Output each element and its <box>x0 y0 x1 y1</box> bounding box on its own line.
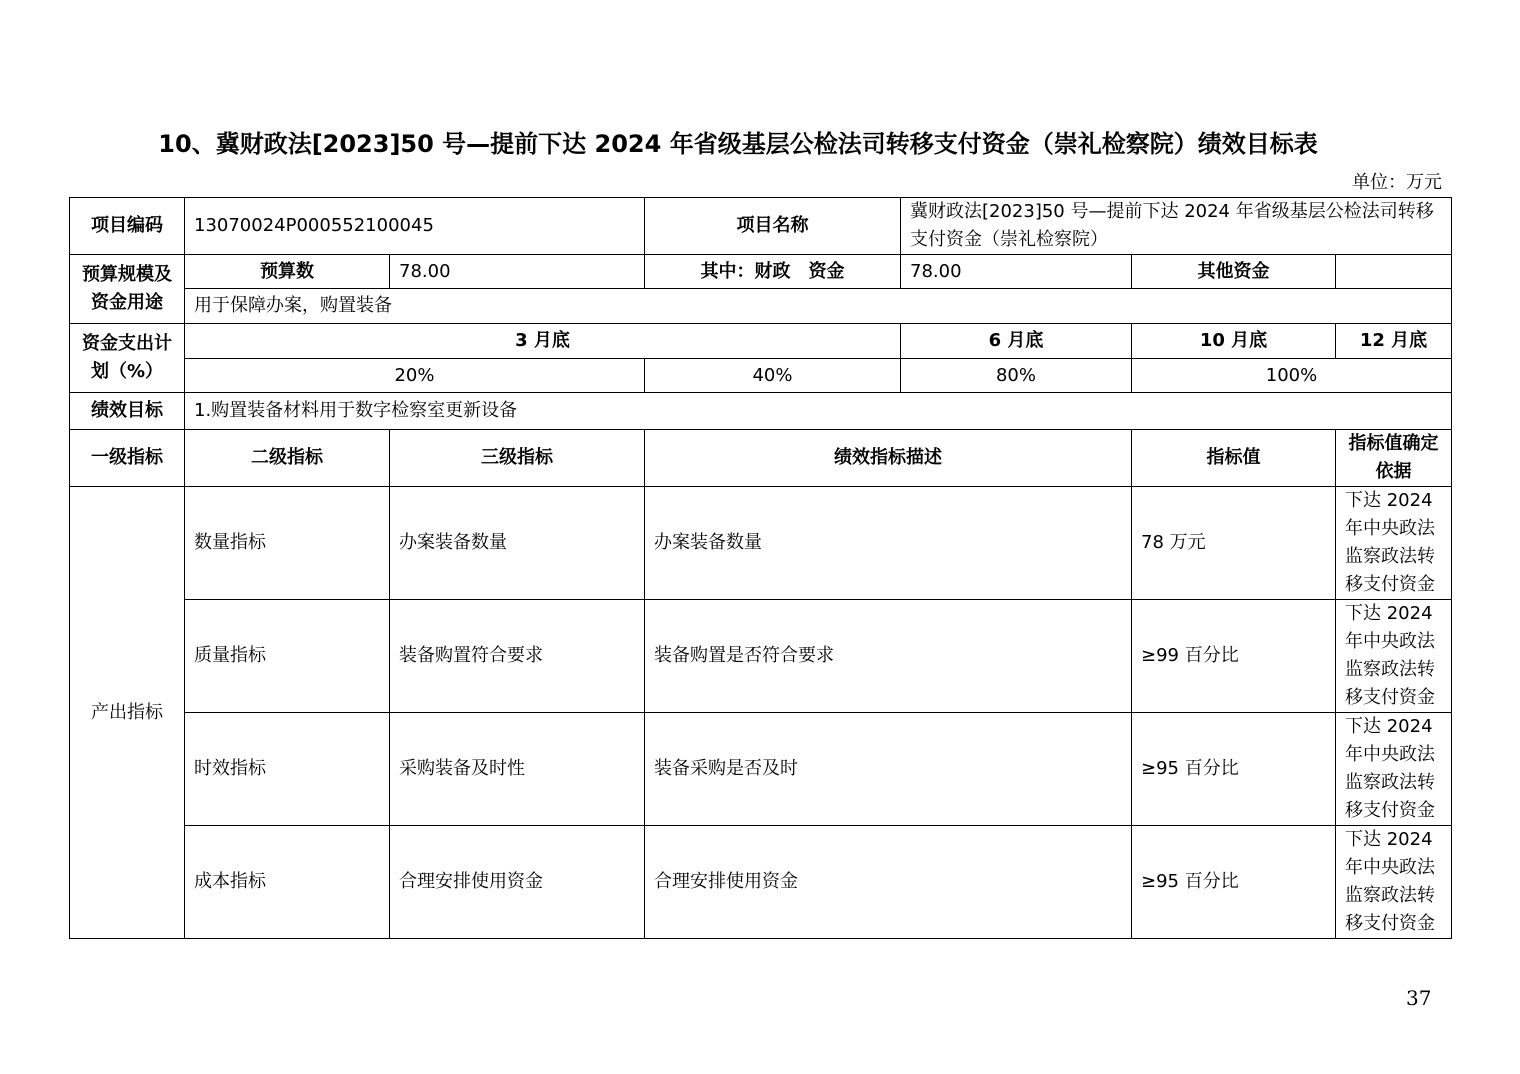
level2-indicator: 时效指标 <box>185 713 390 826</box>
table-row <box>70 600 1452 713</box>
level2-indicator: 质量指标 <box>185 600 390 713</box>
indicator-value: ≥95 百分比 <box>1132 826 1336 939</box>
budget-amount-value: 78.00 <box>390 255 645 289</box>
level3-indicator: 合理安排使用资金 <box>390 826 645 939</box>
plan-value-december: 100% <box>1132 359 1452 393</box>
indicator-description: 合理安排使用资金 <box>645 826 1132 939</box>
plan-value-october: 80% <box>901 359 1132 393</box>
goal-text: 1.购置装备材料用于数字检察室更新设备 <box>185 393 1452 430</box>
indicator-description: 装备采购是否及时 <box>645 713 1132 826</box>
plan-header-june: 6 月底 <box>901 324 1132 359</box>
other-funds-value <box>1336 255 1452 289</box>
level3-indicator: 装备购置符合要求 <box>390 600 645 713</box>
budget-usage-row <box>70 289 1452 324</box>
level1-indicator: 产出指标 <box>70 487 185 939</box>
budget-usage-text: 用于保障办案，购置装备 <box>185 289 1452 324</box>
table-row <box>70 826 1452 939</box>
plan-header-december: 12 月底 <box>1336 324 1452 359</box>
level2-indicator: 数量指标 <box>185 487 390 600</box>
plan-value-june: 40% <box>645 359 901 393</box>
budget-row <box>70 255 1452 289</box>
project-code-label: 项目编码 <box>70 198 185 255</box>
header-level1: 一级指标 <box>70 430 185 487</box>
project-name-label: 项目名称 <box>645 198 901 255</box>
project-name-value: 冀财政法[2023]50 号—提前下达 2024 年省级基层公检法司转移支付资金（崇礼检察院） <box>901 198 1452 255</box>
header-level2: 二级指标 <box>185 430 390 487</box>
project-row <box>70 198 1452 255</box>
plan-header-march: 3 月底 <box>185 324 901 359</box>
goal-row <box>70 393 1452 430</box>
header-basis: 指标值确定依据 <box>1336 430 1452 487</box>
plan-value-march: 20% <box>185 359 645 393</box>
header-level3: 三级指标 <box>390 430 645 487</box>
other-funds-label: 其他资金 <box>1132 255 1336 289</box>
fiscal-funds-label: 其中：财政 资金 <box>645 255 901 289</box>
plan-label: 资金支出计划（%） <box>70 324 185 393</box>
header-value: 指标值 <box>1132 430 1336 487</box>
budget-label: 预算规模及资金用途 <box>70 255 185 324</box>
table-row <box>70 713 1452 826</box>
indicator-basis: 下达 2024 年中央政法监察政法转移支付资金 <box>1336 826 1452 939</box>
plan-values-row <box>70 359 1452 393</box>
header-description: 绩效指标描述 <box>645 430 1132 487</box>
level2-indicator: 成本指标 <box>185 826 390 939</box>
unit-label: 单位：万元 <box>1352 172 1442 193</box>
fiscal-funds-value: 78.00 <box>901 255 1132 289</box>
plan-header-row <box>70 324 1452 359</box>
indicator-value: ≥95 百分比 <box>1132 713 1336 826</box>
indicator-value: 78 万元 <box>1132 487 1336 600</box>
level3-indicator: 办案装备数量 <box>390 487 645 600</box>
table-row <box>70 487 1452 600</box>
indicator-basis: 下达 2024 年中央政法监察政法转移支付资金 <box>1336 600 1452 713</box>
budget-amount-label: 预算数 <box>185 255 390 289</box>
indicator-basis: 下达 2024 年中央政法监察政法转移支付资金 <box>1336 713 1452 826</box>
project-code-value: 13070024P000552100045 <box>185 198 645 255</box>
indicator-value: ≥99 百分比 <box>1132 600 1336 713</box>
indicator-header-row <box>70 430 1452 487</box>
performance-table <box>69 197 1452 939</box>
indicator-description: 装备购置是否符合要求 <box>645 600 1132 713</box>
indicator-description: 办案装备数量 <box>645 487 1132 600</box>
plan-header-october: 10 月底 <box>1132 324 1336 359</box>
goal-label: 绩效目标 <box>70 393 185 430</box>
level3-indicator: 采购装备及时性 <box>390 713 645 826</box>
document-title: 10、冀财政法[2023]50 号—提前下达 2024 年省级基层公检法司转移支付资金（崇礼检察院）绩效目标表 <box>158 130 1318 158</box>
indicator-basis: 下达 2024 年中央政法监察政法转移支付资金 <box>1336 487 1452 600</box>
page-number: 37 <box>1406 986 1432 1010</box>
